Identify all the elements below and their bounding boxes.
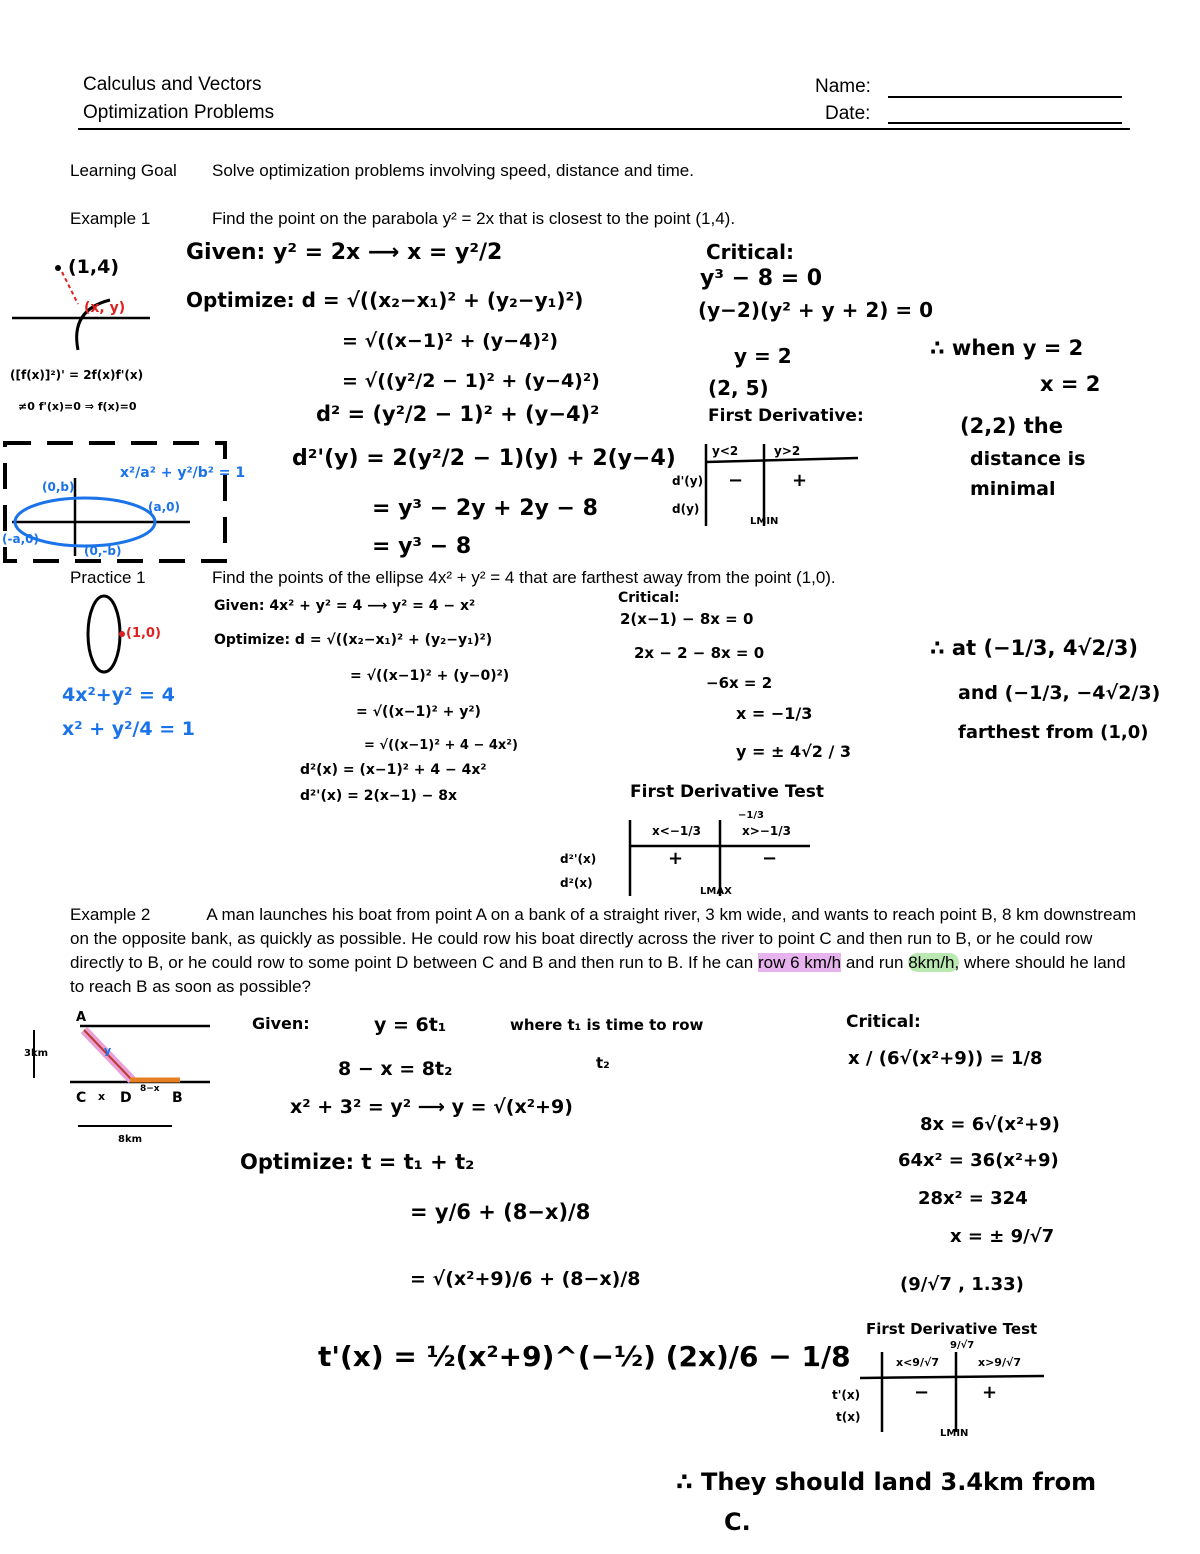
pr1-work-line5: = √((x−1)² + 4 − 4x²) [364, 738, 518, 753]
example2-text-before: A man launches his boat from point A on a bank of a straight river, 3 km wide, and wants to reach point B, 8 km downstream on the opposite bank, as quickly as possible. He could row his boat directly across the river to point C and then run to B, or he could row directly to B, or he could row to some point D between C and B and then run to B. If he can [70, 905, 1137, 972]
example2-label: Example 2 [70, 905, 151, 924]
ex2-fdt-sign1: − [914, 1382, 930, 1403]
date-label: Date: [825, 103, 871, 124]
ex2-given-2: 8 − x = 8t₂ [338, 1058, 453, 1080]
ex1-fdt-col2: y>2 [774, 444, 801, 458]
ex1-conclusion-2: x = 2 [1040, 372, 1101, 396]
ex1-point-label: (1,4) [68, 256, 120, 278]
ex2-fdt-min: LMIN [940, 1428, 969, 1439]
name-field-line[interactable] [888, 96, 1122, 98]
ex2-given-note: where t₁ is time to row [510, 1016, 704, 1034]
ex1-ellipse-pt-top: (0,b) [42, 480, 75, 494]
ex1-note-zero: ≠0 f'(x)=0 ⇒ f(x)=0 [18, 400, 137, 413]
ex1-critical-label: Critical: [706, 240, 795, 264]
header-rule [78, 128, 1130, 130]
ex1-critical-factored: (y−2)(y² + y + 2) = 0 [698, 298, 933, 322]
ex2-fdt-col1: x<9/√7 [896, 1356, 939, 1369]
ex2-hyp-y: y [104, 1044, 112, 1057]
ex1-fdt-row1: d'(y) [672, 474, 704, 488]
ex1-note-chain-rule: ([f(x)]²)' = 2f(x)f'(x) [10, 368, 144, 382]
example2-text-mid: and run [841, 953, 909, 972]
ex1-work-line7: = y³ − 2y + 2y − 8 [372, 496, 598, 521]
ex2-critical-4: 28x² = 324 [918, 1188, 1028, 1209]
ex2-fdt-title: First Derivative Test [866, 1320, 1038, 1338]
ex2-point-A: A [76, 1010, 87, 1025]
pr1-work-line7: d²'(x) = 2(x−1) − 8x [300, 788, 458, 804]
pr1-fdt-col2: x>−1/3 [742, 824, 791, 838]
pr1-critical-5: y = ± 4√2 / 3 [736, 742, 852, 761]
ex2-given-label: Given: [252, 1014, 310, 1033]
ex2-fdt-row1: t'(x) [832, 1388, 861, 1402]
ex1-conclusion-1: ∴ when y = 2 [930, 336, 1084, 360]
pr1-ellipse-eq1: 4x²+y² = 4 [62, 684, 175, 706]
ex2-fdt-top: 9/√7 [950, 1340, 975, 1351]
ex2-x-label: x [98, 1090, 106, 1103]
ex1-conclusion-3: (2,2) the [960, 414, 1063, 438]
ex2-conclusion-1: ∴ They should land 3.4km from [676, 1468, 1097, 1496]
ex2-optimize-3: = √(x²+9)/6 + (8−x)/8 [410, 1268, 641, 1290]
ex2-optimize-1: Optimize: t = t₁ + t₂ [240, 1150, 475, 1174]
ex2-optimize-2: = y/6 + (8−x)/8 [410, 1200, 591, 1224]
ex2-critical-2: 8x = 6√(x²+9) [920, 1114, 1060, 1135]
ex1-ellipse-pt-bottom: (0,-b) [84, 544, 122, 558]
pr1-fdt-sign2: − [762, 848, 778, 869]
ex2-point-D: D [120, 1090, 132, 1106]
ex1-fdt-min: LMIN [750, 516, 779, 527]
learning-goal-text: Solve optimization problems involving speed, distance and time. [212, 161, 694, 180]
ex2-critical-6: (9/√7 , 1.33) [900, 1274, 1024, 1295]
ex1-fdt-sign1: − [728, 470, 744, 491]
ex2-critical-5: x = ± 9/√7 [950, 1226, 1055, 1247]
unit-title: Optimization Problems [83, 102, 275, 123]
ex1-critical-eq: y³ − 8 = 0 [700, 266, 823, 291]
pr1-fdt-col1: x<−1/3 [652, 824, 701, 838]
pr1-fdt-row1: d²'(x) [560, 852, 597, 866]
practice1-label: Practice 1 [70, 568, 146, 587]
example2-text-after: where should he land to reach B as soon as possible? [70, 953, 1126, 996]
pr1-fdt-top: −1/3 [738, 810, 764, 821]
ex1-fdt-col1: y<2 [712, 444, 739, 458]
ex1-optimize: Optimize: d = √((x₂−x₁)² + (y₂−y₁)²) [186, 288, 584, 312]
pr1-conclusion-3: farthest from (1,0) [958, 722, 1149, 743]
ex1-conclusion-4: distance is [970, 448, 1086, 470]
pr1-critical-3: −6x = 2 [706, 674, 773, 692]
ex1-derivative: d²'(y) = 2(y²/2 − 1)(y) + 2(y−4) [292, 446, 676, 471]
pr1-ellipse-eq2: x² + y²/4 = 1 [62, 718, 195, 740]
example2-highlight-row-speed: row 6 km/h [757, 953, 842, 972]
ex2-critical-1: x / (6√(x²+9)) = 1/8 [848, 1048, 1043, 1069]
ex2-width-label: 3km [24, 1048, 49, 1059]
ex2-given-1: y = 6t₁ [374, 1014, 447, 1036]
pr1-conclusion-2: and (−1/3, −4√2/3) [958, 682, 1161, 704]
ex2-total-label: 8km [118, 1134, 143, 1145]
pr1-work-line4: = √((x−1)² + y²) [356, 704, 481, 720]
ex1-general-point: (x, y) [84, 300, 126, 316]
ex2-point-B: B [172, 1090, 183, 1106]
ex2-given-t2: t₂ [596, 1054, 610, 1072]
pr1-fdt-max: LMAX [700, 886, 732, 897]
ex1-fdt-row2: d(y) [672, 502, 700, 516]
ex1-fdt-title: First Derivative: [708, 406, 864, 426]
ex1-work-line4: = √((y²/2 − 1)² + (y−4)²) [342, 370, 600, 392]
pr1-work-line6: d²(x) = (x−1)² + 4 − 4x² [300, 762, 487, 778]
ex2-critical-3: 64x² = 36(x²+9) [898, 1150, 1059, 1171]
ex1-ellipse-eq: x²/a² + y²/b² = 1 [120, 465, 246, 481]
ex2-river-sketch [20, 1004, 220, 1154]
pr1-critical-1: 2(x−1) − 8x = 0 [620, 610, 754, 628]
ex1-critical-y: y = 2 [734, 344, 792, 368]
pr1-critical-4: x = −1/3 [736, 704, 813, 723]
example1-label: Example 1 [70, 209, 151, 228]
ex1-conclusion-5: minimal [970, 478, 1056, 500]
course-title: Calculus and Vectors [83, 74, 262, 95]
ex2-conclusion-2: C. [724, 1508, 751, 1536]
pr1-given: Given: 4x² + y² = 4 ⟶ y² = 4 − x² [214, 598, 476, 614]
ex2-point-C: C [76, 1090, 87, 1106]
pr1-conclusion-1: ∴ at (−1/3, 4√2/3) [930, 636, 1138, 660]
name-label: Name: [815, 76, 871, 97]
ex1-given: Given: y² = 2x ⟶ x = y²/2 [186, 240, 503, 265]
ex1-ellipse-pt-right: (a,0) [148, 500, 180, 514]
pr1-work-line3: = √((x−1)² + (y−0)²) [350, 668, 510, 684]
example2-problem [70, 903, 1140, 999]
ex1-work-line8: = y³ − 8 [372, 534, 472, 559]
example1-prompt: Find the point on the parabola y² = 2x that is closest to the point (1,4). [212, 209, 736, 228]
ex2-critical-label: Critical: [846, 1012, 921, 1032]
learning-goal-label: Learning Goal [70, 161, 177, 180]
ex1-fdt-sign2: + [792, 470, 808, 491]
pr1-fdt-title: First Derivative Test [630, 782, 824, 802]
ex1-work-line3: = √((x−1)² + (y−4)²) [342, 330, 559, 352]
example2-highlight-run-speed: 8km/h, [908, 953, 960, 972]
pr1-critical-label: Critical: [618, 590, 680, 606]
ex2-derivative: t'(x) = ½(x²+9)^(−½) (2x)/6 − 1/8 [318, 1340, 851, 1373]
ex2-fdt-col2: x>9/√7 [978, 1356, 1021, 1369]
ex1-work-line5: d² = (y²/2 − 1)² + (y−4)² [316, 402, 600, 426]
pr1-fdt-sign1: + [668, 848, 684, 869]
ex2-fdt-row2: t(x) [836, 1410, 861, 1424]
ex1-critical-point: (2, 5) [708, 376, 769, 400]
pr1-point-label: (1,0) [126, 626, 161, 641]
pr1-optimize: Optimize: d = √((x₂−x₁)² + (y₂−y₁)²) [214, 632, 493, 648]
pr1-critical-2: 2x − 2 − 8x = 0 [634, 644, 765, 662]
ex1-ellipse-pt-left: (-a,0) [2, 532, 39, 546]
pr1-fdt-row2: d²(x) [560, 876, 593, 890]
ex2-rest-label: 8−x [140, 1084, 160, 1094]
ex2-given-3: x² + 3² = y² ⟶ y = √(x²+9) [290, 1096, 573, 1118]
practice1-prompt: Find the points of the ellipse 4x² + y² = 4 that are farthest away from the point (1,0). [212, 568, 836, 587]
ex2-fdt-sign2: + [982, 1382, 998, 1403]
date-field-line[interactable] [888, 122, 1122, 124]
